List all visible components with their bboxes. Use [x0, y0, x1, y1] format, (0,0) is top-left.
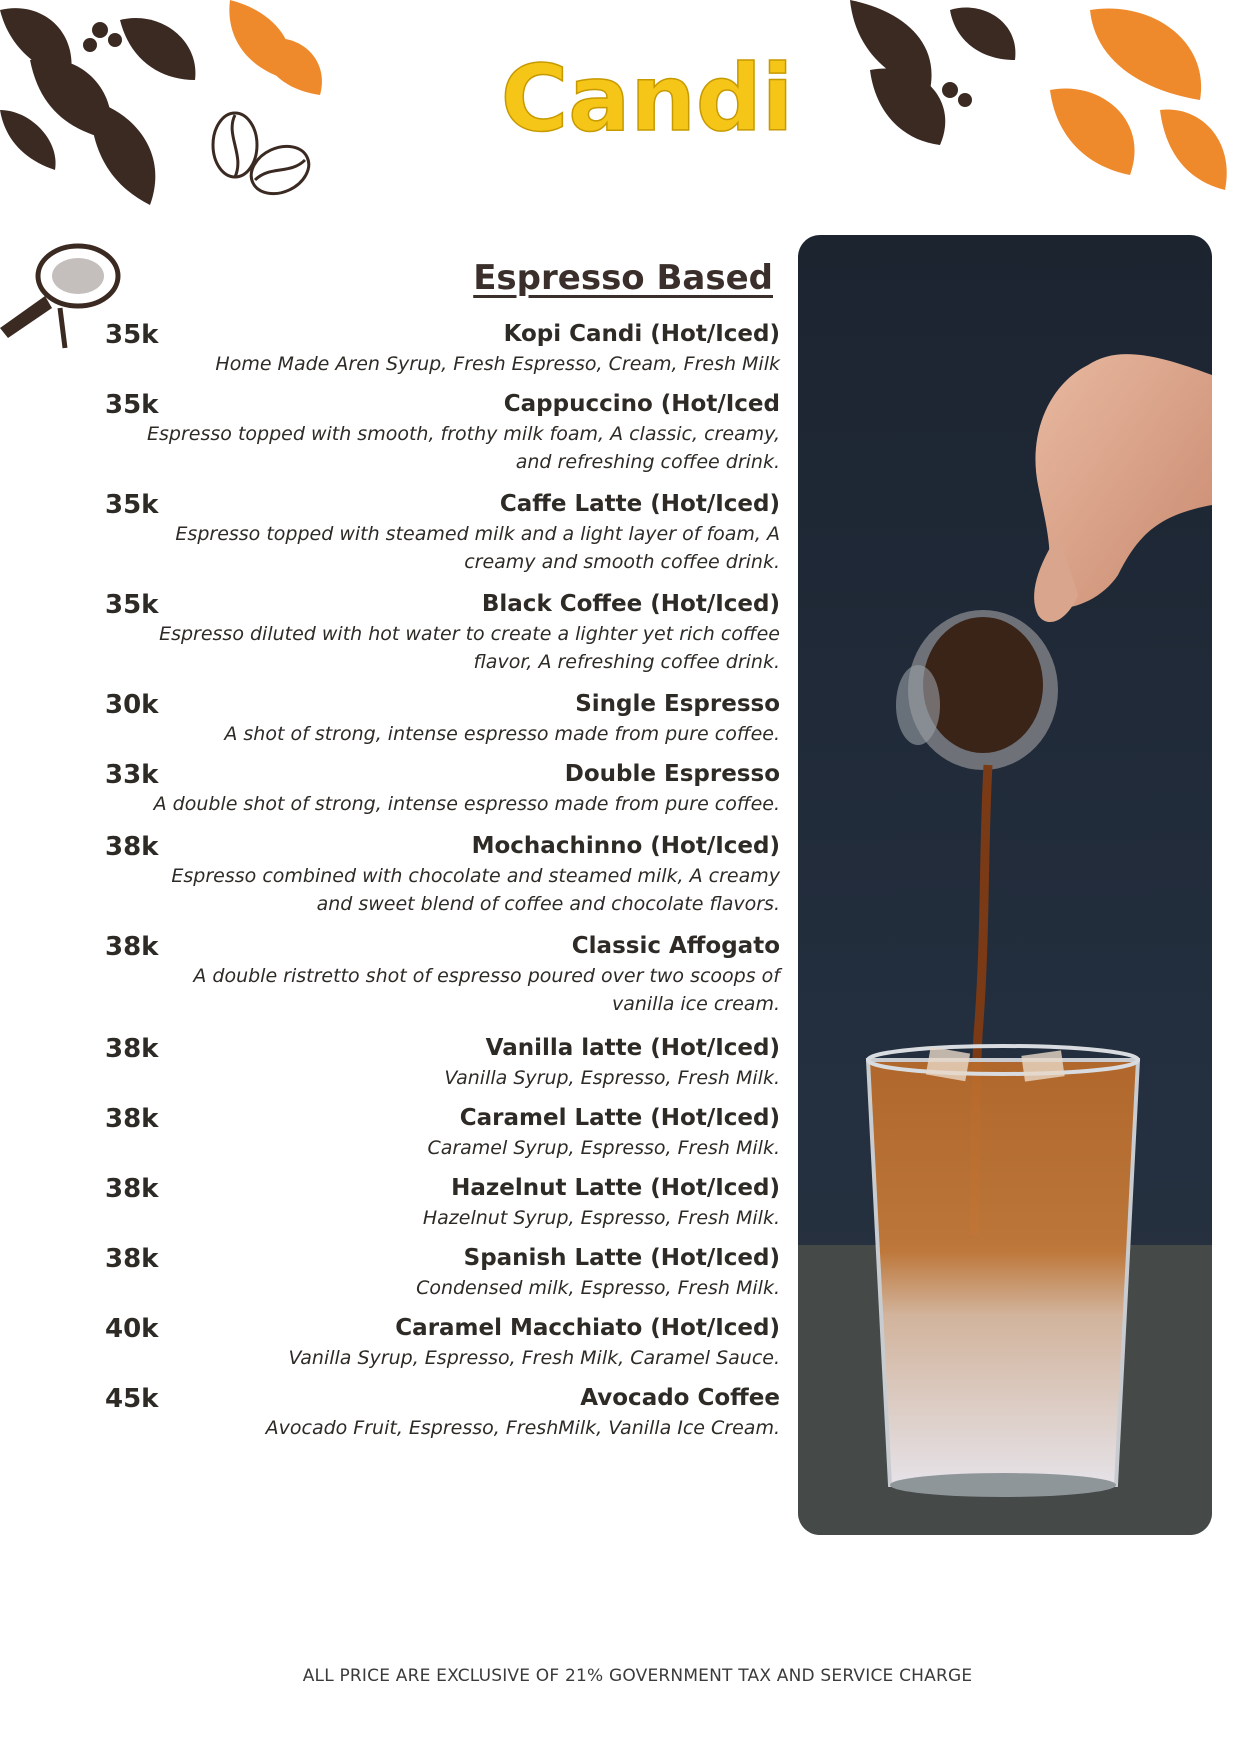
item-description: Vanilla Syrup, Espresso, Fresh Milk, Caramel Sauce. [288, 1347, 780, 1369]
item-name: Spanish Latte (Hot/Iced) [463, 1245, 780, 1271]
coffee-leaves-top-right [830, 0, 1241, 200]
menu-item [95, 930, 780, 1018]
menu-item [95, 588, 780, 676]
item-description: Condensed milk, Espresso, Fresh Milk. [416, 1277, 780, 1299]
item-price: 35k [105, 390, 159, 420]
item-name: Double Espresso [564, 761, 780, 787]
menu-item [95, 488, 780, 576]
item-price: 38k [105, 1174, 159, 1204]
item-name: Single Espresso [575, 691, 780, 717]
item-price: 40k [105, 1314, 159, 1344]
brand-logo [462, 42, 832, 152]
item-price: 33k [105, 760, 159, 790]
item-description: Espresso combined with chocolate and steamed milk, A creamy and sweet blend of coffee and chocolate flavors. [171, 865, 780, 915]
menu-item [95, 1102, 780, 1162]
menu-item [95, 1032, 780, 1092]
menu-item [95, 1382, 780, 1442]
item-price: 35k [105, 320, 159, 350]
tax-note: ALL PRICE ARE EXCLUSIVE OF 21% GOVERNMENT TAX AND SERVICE CHARGE [302, 1666, 973, 1686]
iced-coffee-illustration [798, 235, 1212, 1535]
item-description: Espresso diluted with hot water to create a lighter yet rich coffee flavor, A refreshing coffee drink. [159, 623, 780, 673]
item-description: A double shot of strong, intense espresso made from pure coffee. [153, 793, 780, 815]
coffee-bean-icon [205, 105, 315, 205]
item-price: 45k [105, 1384, 159, 1414]
item-price: 30k [105, 690, 159, 720]
item-price: 35k [105, 590, 159, 620]
item-price: 38k [105, 1244, 159, 1274]
item-price: 38k [105, 832, 159, 862]
menu-item [95, 688, 780, 748]
item-name: Vanilla latte (Hot/Iced) [485, 1035, 780, 1061]
menu-item [95, 1172, 780, 1232]
item-price: 38k [105, 1034, 159, 1064]
item-name: Cappuccino (Hot/Iced [503, 391, 780, 417]
menu-item [95, 830, 780, 918]
menu-list [95, 318, 780, 1442]
item-name: Caramel Macchiato (Hot/Iced) [395, 1315, 780, 1341]
item-description: Hazelnut Syrup, Espresso, Fresh Milk. [422, 1207, 780, 1229]
menu-item [95, 758, 780, 818]
item-price: 35k [105, 490, 159, 520]
item-description: Vanilla Syrup, Espresso, Fresh Milk. [444, 1067, 780, 1089]
iced-coffee-photo [798, 235, 1212, 1535]
item-name: Kopi Candi (Hot/Iced) [503, 321, 780, 347]
item-name: Hazelnut Latte (Hot/Iced) [451, 1175, 780, 1201]
item-description: A double ristretto shot of espresso poured over two scoops of vanilla ice cream. [193, 965, 780, 1015]
brand-name: Candi [500, 45, 794, 152]
item-description: Espresso topped with steamed milk and a light layer of foam, A creamy and smooth coffee drink. [175, 523, 780, 573]
item-price: 38k [105, 932, 159, 962]
menu-item [95, 388, 780, 476]
menu-item [95, 1312, 780, 1372]
item-description: Avocado Fruit, Espresso, FreshMilk, Vanilla Ice Cream. [265, 1417, 780, 1439]
item-price: 38k [105, 1104, 159, 1134]
item-description: Home Made Aren Syrup, Fresh Espresso, Cream, Fresh Milk [215, 353, 780, 375]
menu-item [95, 318, 780, 378]
item-description: A shot of strong, intense espresso made from pure coffee. [224, 723, 780, 745]
item-description: Espresso topped with smooth, frothy milk foam, A classic, creamy, and refreshing coffee drink. [147, 423, 780, 473]
item-name: Caramel Latte (Hot/Iced) [459, 1105, 780, 1131]
item-name: Mochachinno (Hot/Iced) [471, 833, 780, 859]
item-description: Caramel Syrup, Espresso, Fresh Milk. [427, 1137, 780, 1159]
item-name: Avocado Coffee [580, 1385, 780, 1411]
section-title: Espresso Based [473, 258, 773, 298]
item-name: Classic Affogato [571, 933, 780, 959]
item-name: Caffe Latte (Hot/Iced) [499, 491, 780, 517]
item-name: Black Coffee (Hot/Iced) [481, 591, 780, 617]
menu-item [95, 1242, 780, 1302]
